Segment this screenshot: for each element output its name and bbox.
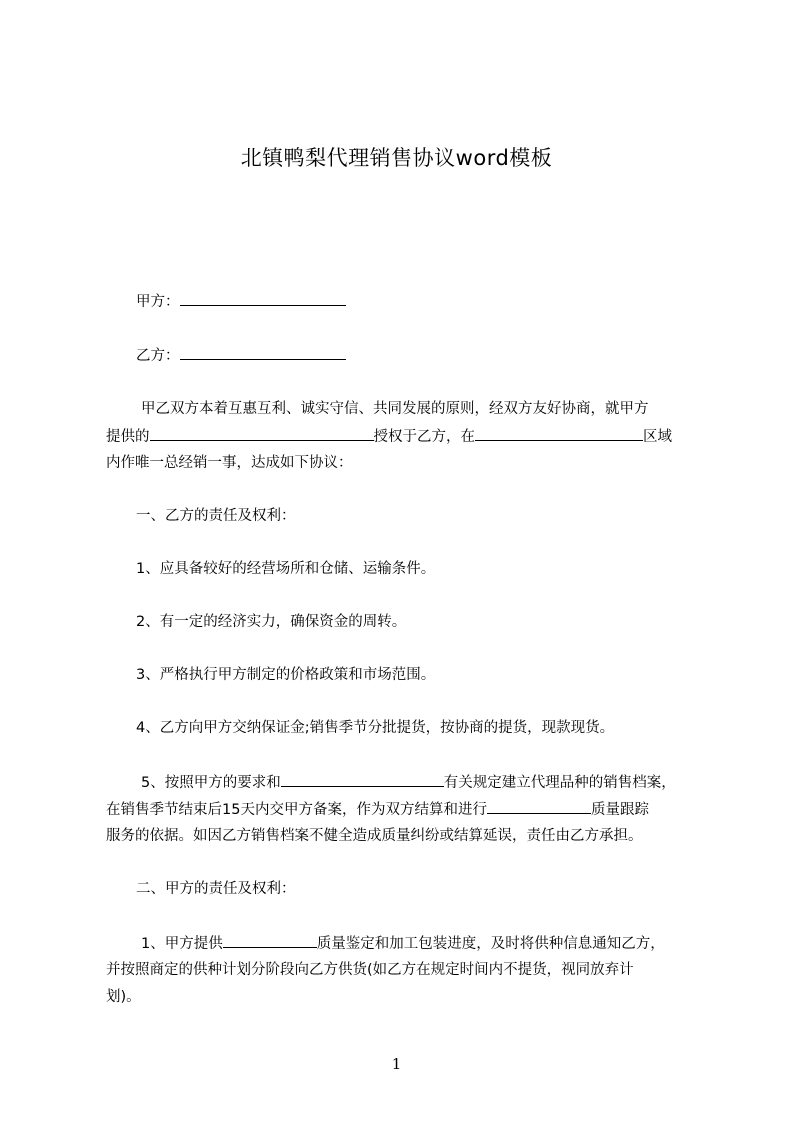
intro-line-1: 甲乙双方本着互惠互利、诚实守信、共同发展的原则，经双方友好协商，就甲方 [141, 401, 649, 417]
party-a-label: 甲方： [136, 294, 180, 310]
section-1-item-5-line-3: 服务的依据。如因乙方销售档案不健全造成质量纠纷或结算延误，责任由乙方承担。 [106, 828, 643, 844]
document-title: 北镇鸭梨代理销售协议word模板 [240, 146, 553, 170]
section-1-heading: 一、乙方的责任及权利： [136, 508, 296, 524]
quality-appraisal-blank [223, 933, 317, 948]
party-a-line [136, 291, 346, 312]
section-2-heading: 二、甲方的责任及权利： [136, 881, 296, 897]
region-blank [475, 426, 643, 441]
party-b-blank [180, 345, 346, 360]
intro-line-3: 内作唯一总经销一事，达成如下协议： [106, 455, 353, 471]
section-1-item-5-line-2: 在销售季节结束后15天内交甲方备案，作为双方结算和进行 质量跟踪 [106, 799, 649, 820]
intro-line-2: 提供的 授权于乙方，在 区域 [106, 426, 672, 447]
section-1-item-5-line-1: 5、按照甲方的要求和 有关规定建立代理品种的销售档案， [141, 772, 676, 793]
section-1-item-4: 4、乙方向甲方交纳保证金;销售季节分批提货，按协商的提货，现款现货。 [136, 720, 615, 736]
requirements-blank [281, 772, 444, 787]
quality-tracking-blank [487, 799, 591, 814]
section-2-item-1-line-2: 并按照商定的供种计划分阶段向乙方供货(如乙方在规定时间内不提货，视同放弃计 [106, 962, 634, 978]
section-2-item-1-line-3: 划)。 [106, 989, 141, 1005]
section-1-item-2: 2、有一定的经济实力，确保资金的周转。 [136, 614, 407, 630]
party-b-label: 乙方： [136, 348, 180, 364]
section-1-item-1: 1、应具备较好的经营场所和仓储、运输条件。 [136, 561, 436, 577]
party-a-blank [180, 291, 346, 306]
product-blank [150, 426, 374, 441]
page-number: 1 [391, 1055, 402, 1073]
section-2-item-1-line-1: 1、甲方提供 质量鉴定和加工包装进度，及时将供种信息通知乙方， [141, 933, 665, 954]
section-1-item-3: 3、严格执行甲方制定的价格政策和市场范围。 [136, 667, 436, 683]
party-b-line [136, 345, 346, 366]
